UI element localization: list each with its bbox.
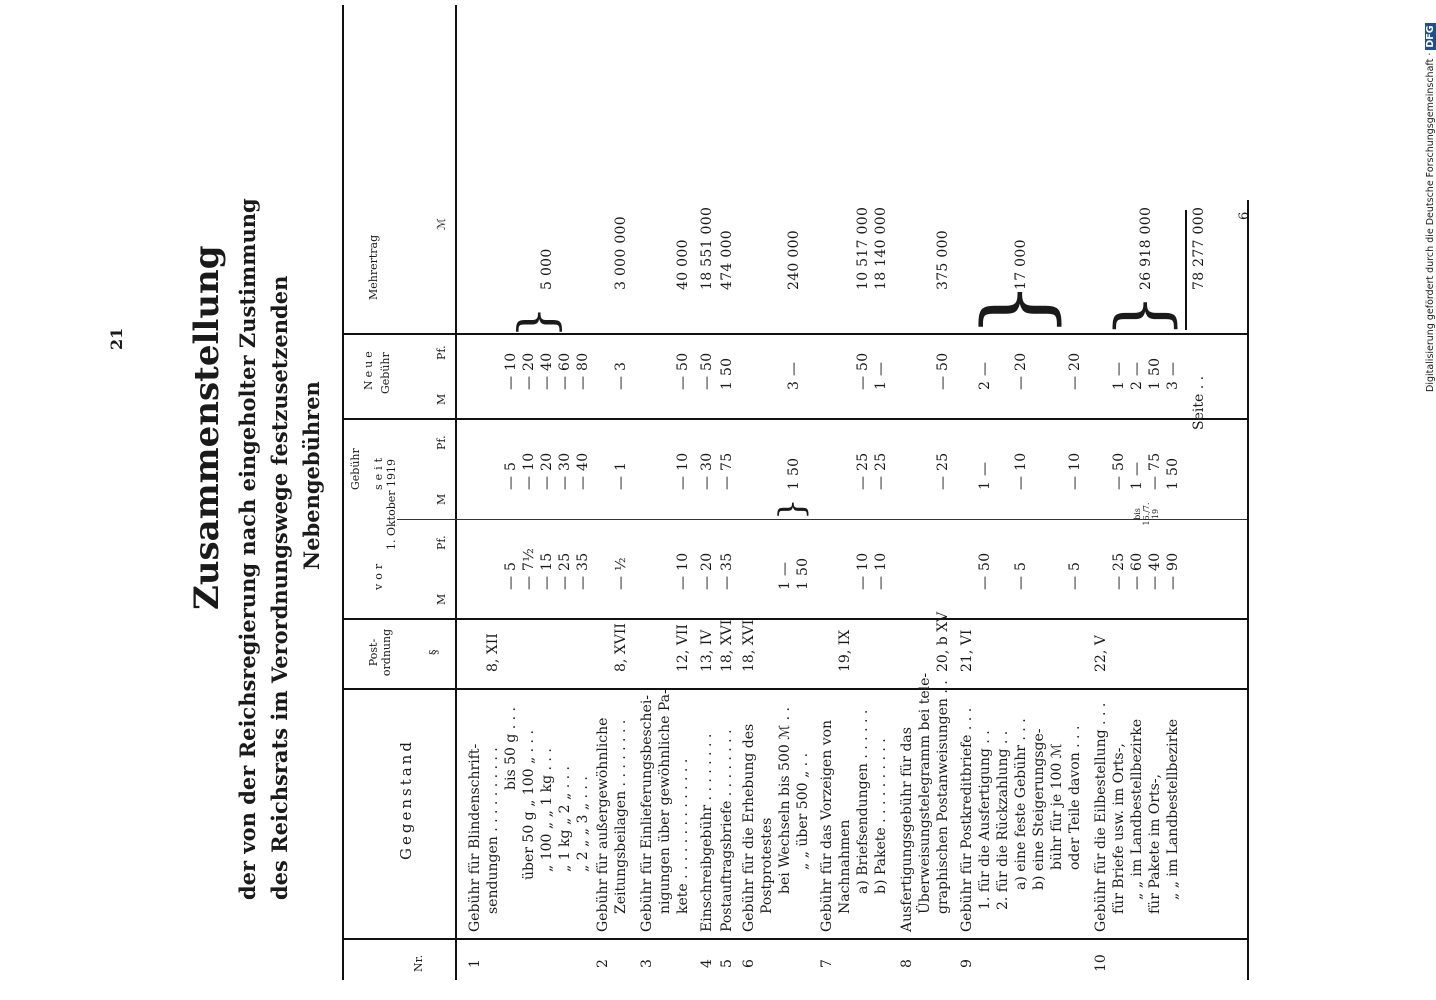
row-3-nr: 3 (639, 959, 655, 968)
row-10-seit-2: 1 — (1129, 461, 1145, 490)
row-7-line-2: Nachnahmen (837, 819, 853, 914)
row-6-brace: } (772, 498, 812, 520)
row-10-vor-3: — 40 (1147, 552, 1163, 590)
row-10-note: bis 16./7. 19 (1133, 502, 1160, 526)
header-m-neu: M (435, 393, 448, 405)
header-pf-vor: Pf. (435, 535, 448, 550)
row-9-vor-3: — 5 (1067, 561, 1083, 590)
row-1-line-2: sendungen . . . . . . . . . . (485, 747, 501, 914)
row-1-seit-4: — 30 (557, 452, 573, 490)
row-7-line-4: b) Pakete . . . . . . . . . . (873, 738, 889, 894)
title-line-2: der von der Reichsregierung nach eingeholter Zustimmung (235, 198, 260, 900)
row-5-seit: — 75 (719, 452, 735, 490)
row-1-line-6: „ 1 kg „ 2 „ . . . (557, 766, 573, 872)
row-9-line-3: 2. für die Rückzahlung . . (995, 730, 1011, 910)
row-6-vor-2: 1 50 (795, 557, 811, 590)
row-1-neu-2: — 20 (521, 352, 537, 390)
row-7-vor-1: — 10 (855, 552, 871, 590)
header-neue-sub: Gebühr (379, 352, 392, 394)
row-1-seit-3: — 20 (539, 452, 555, 490)
row-9-vor-1: — 50 (977, 552, 993, 590)
row-10-neu-4: 3 — (1165, 361, 1181, 390)
row-1-line-7: „ 2 „ „ 3 „ . . . (575, 776, 591, 872)
row-10-brace: } (1101, 293, 1183, 338)
row-1-seit-5: — 40 (575, 452, 591, 490)
row-4-par: 13, IV (699, 629, 715, 672)
row-3-neu: — 50 (675, 352, 691, 390)
header-bottom-rule (455, 5, 457, 980)
row-6-line-2: Postprotestes (759, 817, 775, 914)
row-10-par: 22, V (1093, 635, 1109, 672)
header-vor: vor (372, 559, 385, 590)
row-2-nr: 2 (595, 959, 611, 968)
row-4-line-1: Einschreibgebühr . . . . . . . . (699, 733, 715, 932)
row-6-par: 18, XVI (741, 619, 757, 672)
row-2-line-1: Gebühr für außergewöhnliche (595, 717, 611, 932)
row-5-nr: 5 (719, 959, 735, 968)
row-3-line-3: kete . . . . . . . . . . . . . . (675, 758, 691, 914)
row-10-seit-1: — 50 (1111, 452, 1127, 490)
row-1-neu-5: — 80 (575, 352, 591, 390)
row-7-seit-2: — 25 (873, 452, 889, 490)
row-4-vor: — 20 (699, 552, 715, 590)
col-rule-vor-seit (397, 519, 1247, 520)
row-5-line-1: Postauftragsbriefe . . . . . . . . (719, 729, 735, 932)
row-3-par: 12, VII (675, 624, 691, 672)
row-7-line-3: a) Briefsendungen . . . . . . (855, 709, 871, 894)
col-rule-gebuehr (342, 418, 1247, 420)
row-10-neu-3: 1 50 (1147, 357, 1163, 390)
row-7-seit-1: — 25 (855, 452, 871, 490)
row-9-seit-1: 1 — (977, 461, 993, 490)
row-8-line-2: Überweisungstelegramm bei tele- (917, 672, 933, 914)
row-10-neu-2: 2 — (1129, 361, 1145, 390)
row-2-line-2: Zeitungsbeilagen . . . . . . . . (613, 719, 629, 914)
row-3-line-2: nigungen über gewöhnliche Pa- (657, 689, 673, 914)
row-8-par: 20, b XV (935, 611, 951, 672)
row-9-neu-1: 2 — (977, 361, 993, 390)
row-6-neu: 3 — (786, 361, 802, 390)
total-rule (1185, 210, 1187, 330)
seite-label: Seite . . (1191, 375, 1207, 430)
header-pf-seit: Pf. (435, 435, 448, 450)
row-7-neu-2: 1 — (873, 361, 889, 390)
row-10-vor-1: — 25 (1111, 552, 1127, 590)
row-9-seit-3: — 10 (1067, 452, 1083, 490)
row-2-mehr: 3 000 000 (613, 216, 629, 290)
row-4-neu: — 50 (699, 352, 715, 390)
row-4-seit: — 30 (699, 452, 715, 490)
col-rule-par (342, 618, 1247, 620)
row-1-line-3: bis 50 g . . . (503, 706, 519, 790)
row-6-seit: 1 50 (786, 457, 802, 490)
row-1-nr: 1 (467, 959, 483, 968)
row-9-line-6: bühr für je 100 ℳ (1049, 743, 1065, 870)
row-10-seit-3: — 75 (1147, 452, 1163, 490)
col-rule-gegenstand (342, 688, 1247, 690)
row-10-line-1: Gebühr für die Eilbestellung . . . (1093, 702, 1109, 932)
row-5-par: 18, XVI (719, 619, 735, 672)
row-1-vor-4: — 25 (557, 552, 573, 590)
row-9-nr: 9 (959, 959, 975, 968)
header-pf-neu: Pf. (435, 345, 448, 360)
table-bottom-rule (1247, 200, 1249, 980)
row-8-line-3: graphischen Postanweisungen . . (935, 680, 951, 914)
row-9-line-2: 1. für die Ausfertigung . . (977, 730, 993, 910)
row-9-line-1: Gebühr für Postkreditbriefe . . . (959, 707, 975, 932)
row-6-line-1: Gebühr für die Erhebung des (741, 723, 757, 932)
row-1-vor-1: — 5 (503, 561, 519, 590)
row-8-mehr: 375 000 (935, 230, 951, 290)
row-5-mehr: 474 000 (719, 230, 735, 290)
row-3-vor: — 10 (675, 552, 691, 590)
row-2-seit: — 1 (613, 461, 629, 490)
row-5-neu: 1 50 (719, 357, 735, 390)
title-line-4: Nebengebühren (299, 381, 324, 570)
row-3-seit: — 10 (675, 452, 691, 490)
row-1-neu-1: — 10 (503, 352, 519, 390)
row-8-line-1: Ausfertigungsgebühr für das (899, 727, 915, 932)
header-mehrertrag: Mehrertrag (367, 234, 380, 300)
row-10-line-5: „ „ im Landbestellbezirke (1165, 718, 1181, 900)
row-7-vor-2: — 10 (873, 552, 889, 590)
row-10-vor-2: — 60 (1129, 552, 1145, 590)
title-main: Zusammenstellung (187, 245, 227, 610)
total-value: 78 277 000 (1191, 206, 1207, 290)
row-6-line-4: „ „ über 500 „ . . (795, 752, 811, 870)
row-1-line-4: über 50 g „ 100 „ . . . (521, 730, 537, 880)
row-1-vor-3: — 15 (539, 552, 555, 590)
row-6-line-3: bei Wechseln bis 500 ℳ . . (777, 707, 793, 894)
row-1-neu-4: — 60 (557, 352, 573, 390)
page-marker: 6 (1237, 211, 1252, 220)
row-9-line-7: oder Teile davon . . . (1067, 725, 1083, 870)
row-9-line-4: a) eine feste Gebühr . . . (1013, 718, 1029, 890)
digitization-credit: Digitalisierung gefördert durch die Deutsche Forschungsgemeinschaft ·DFG (1425, 25, 1436, 392)
row-7-neu-1: — 50 (855, 352, 871, 390)
row-7-mehr-2: 18 140 000 (873, 206, 889, 290)
header-m-vor: M (435, 593, 448, 605)
col-rule-nr (342, 938, 1247, 940)
row-1-vor-2: — 7½ (521, 547, 537, 590)
row-2-par: 8, XVII (613, 623, 629, 672)
header-postordnung-sub: § (427, 649, 440, 655)
row-7-line-1: Gebühr für das Vorzeigen von (819, 719, 835, 932)
header-gebuehr: Gebühr (349, 448, 362, 490)
row-1-mehr: 5 000 (539, 248, 555, 290)
header-date: 1. Oktober 1919 (385, 458, 398, 550)
row-2-vor: — ½ (613, 557, 629, 590)
row-1-par: 8, XII (485, 633, 501, 672)
row-6-mehr: 240 000 (786, 230, 802, 290)
row-3-line-1: Gebühr für Einlieferungsbeschei- (639, 694, 655, 932)
row-5-vor: — 35 (719, 552, 735, 590)
header-m-seit: M (435, 493, 448, 505)
header-neue: Neue (362, 348, 375, 390)
page-number: 21 (107, 327, 126, 350)
row-9-mehr: 17 000 (1013, 239, 1029, 290)
row-8-seit: — 25 (935, 452, 951, 490)
title-line-3: des Reichsrats im Verordnungswege festzusetzenden (267, 275, 292, 900)
row-7-par: 19, IX (837, 629, 853, 672)
table-top-rule (342, 5, 344, 980)
header-m-mehr: ℳ (435, 218, 448, 230)
row-10-mehr: 26 918 000 (1138, 206, 1154, 290)
row-1-seit-2: — 10 (521, 452, 537, 490)
row-1-brace: } (508, 306, 566, 338)
row-10-vor-4: — 90 (1165, 552, 1181, 590)
row-10-neu-1: 1 — (1111, 361, 1127, 390)
dfg-logo: DFG (1425, 25, 1436, 48)
row-1-line-1: Gebühr für Blindenschrift- (467, 743, 483, 932)
header-seit: seit (372, 453, 385, 490)
header-nr: Nr. (412, 954, 425, 972)
row-2-neu: — 3 (613, 361, 629, 390)
row-9-neu-2: — 20 (1013, 352, 1029, 390)
row-7-mehr-1: 10 517 000 (855, 206, 871, 290)
row-1-neu-3: — 40 (539, 352, 555, 390)
row-10-line-2: für Briefe usw. im Orts-, (1111, 743, 1127, 914)
row-4-nr: 4 (699, 959, 715, 968)
row-10-line-4: für Pakete im Orts-, (1147, 774, 1163, 914)
row-1-seit-1: — 5 (503, 461, 519, 490)
header-gegenstand: Gegenstand (397, 739, 415, 860)
row-7-nr: 7 (819, 959, 835, 968)
row-1-line-5: „ 100 „ „ 1 kg . . . (539, 748, 555, 872)
row-1-vor-5: — 35 (575, 552, 591, 590)
row-4-mehr: 18 551 000 (699, 206, 715, 290)
row-9-par: 21, VI (959, 629, 975, 672)
row-10-nr: 10 (1093, 954, 1109, 972)
row-10-seit-4: 1 50 (1165, 457, 1181, 490)
row-9-line-5: b) eine Steigerungsge- (1031, 728, 1047, 890)
row-6-vor-1: 1 — (777, 561, 793, 590)
row-9-neu-3: — 20 (1067, 352, 1083, 390)
header-postordnung: Post- ordnung (367, 628, 393, 677)
row-3-mehr: 40 000 (675, 239, 691, 290)
rotated-page-content (67, 10, 1367, 990)
row-9-vor-2: — 5 (1013, 561, 1029, 590)
row-10-line-3: „ „ im Landbestellbezirke (1129, 718, 1145, 900)
row-9-brace: } (964, 280, 1069, 338)
row-8-nr: 8 (899, 959, 915, 968)
row-9-seit-2: — 10 (1013, 452, 1029, 490)
row-6-nr: 6 (741, 959, 757, 968)
row-8-neu: — 50 (935, 352, 951, 390)
